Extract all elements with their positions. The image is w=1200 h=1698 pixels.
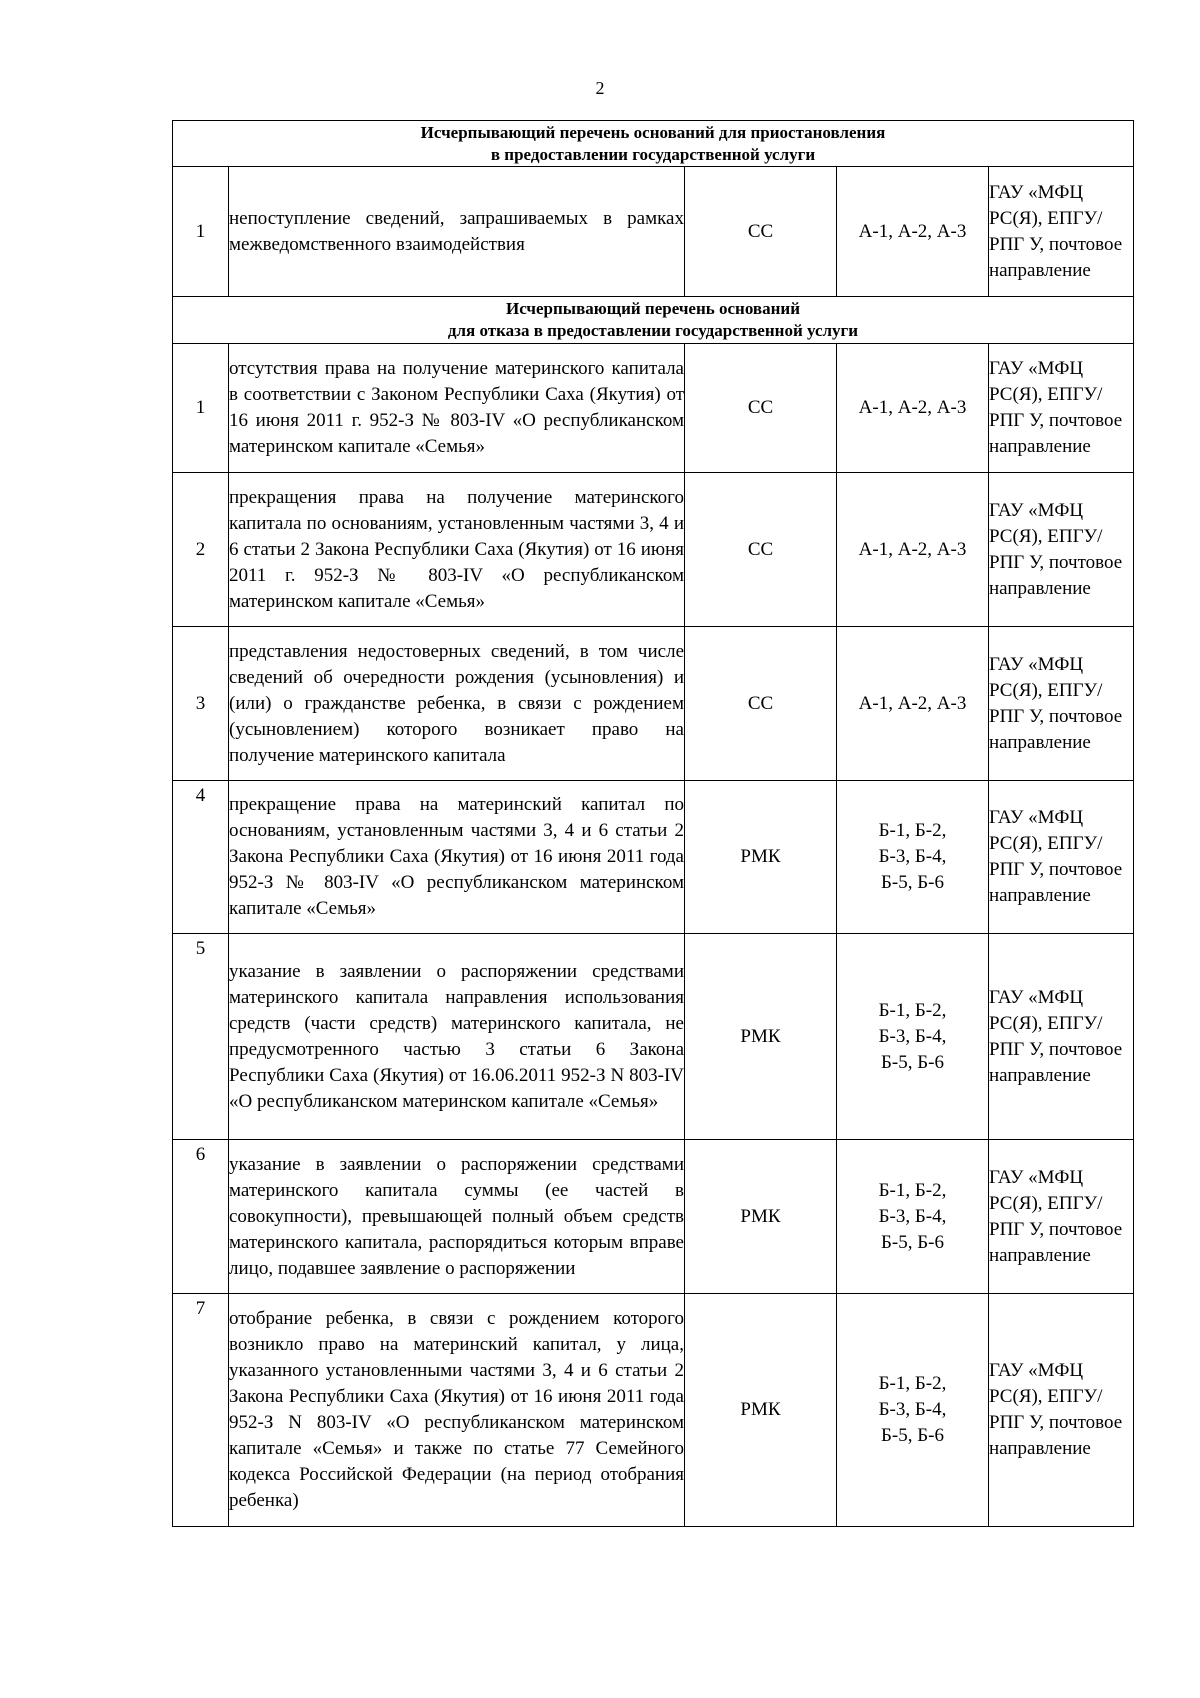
document-codes: Б-1, Б-2, Б-3, Б-4, Б-5, Б-6	[837, 1294, 989, 1527]
refusal-section-title: Исчерпывающий перечень оснований для отказа в предоставлении государственной услуги	[173, 297, 1134, 344]
page-number: 2	[595, 78, 605, 98]
ground-description: непоступление сведений, запрашиваемых в рамках межведомственного взаимодействия	[229, 167, 685, 297]
submission-channel: ГАУ «МФЦ РС(Я), ЕПГУ/РПГ У, почтовое направление	[989, 473, 1134, 627]
row-number: 1	[173, 167, 229, 297]
row-number: 2	[173, 473, 229, 627]
document-codes: Б-1, Б-2, Б-3, Б-4, Б-5, Б-6	[837, 1140, 989, 1294]
table-row	[173, 1140, 1134, 1294]
ground-description: отобрание ребенка, в связи с рождением которого возникло право на материнский капитал, у лица, указанного установленными частями 3, 4 и 6 статьи 2 Закона Республики Саха (Якутия) от 16 июня 2011 года 952-З N 803-IV «О республиканском материнском капитале «Семья» и также по статье 77 Семейного кодекса Российской Федерации (на период отобрания ребенка)	[229, 1294, 685, 1527]
table-row	[173, 781, 1134, 934]
suspension-section-title: Исчерпывающий перечень оснований для приостановления в предоставлении государственной услуги	[173, 121, 1134, 167]
submission-channel: ГАУ «МФЦ РС(Я), ЕПГУ/РПГ У, почтовое направление	[989, 1140, 1134, 1294]
table-row	[173, 1294, 1134, 1527]
result-code: РМК	[685, 934, 837, 1140]
grounds-table	[172, 120, 1134, 1527]
row-number: 1	[173, 344, 229, 473]
result-code: РМК	[685, 1294, 837, 1527]
submission-channel: ГАУ «МФЦ РС(Я), ЕПГУ/РПГ У, почтовое направление	[989, 934, 1134, 1140]
ground-description: указание в заявлении о распоряжении средствами материнского капитала направления использования средств (части средств) материнского капитала, не предусмотренного частью 3 статьи 6 Закона Республики Саха (Якутия) от 16.06.2011 952-З N 803-IV «О республиканском материнском капитале «Семья»	[229, 934, 685, 1140]
table-row	[173, 627, 1134, 781]
document-codes: А-1, А-2, А-3	[837, 344, 989, 473]
table-row	[173, 167, 1134, 297]
submission-channel: ГАУ «МФЦ РС(Я), ЕПГУ/РПГ У, почтовое направление	[989, 167, 1134, 297]
submission-channel: ГАУ «МФЦ РС(Я), ЕПГУ/РПГ У, почтовое направление	[989, 627, 1134, 781]
result-code: РМК	[685, 1140, 837, 1294]
ground-description: отсутствия права на получение материнского капитала в соответствии с Законом Республики Саха (Якутия) от 16 июня 2011 г. 952-З № 803-IV «О республиканском материнском капитале «Семья»	[229, 344, 685, 473]
result-code: СС	[685, 344, 837, 473]
result-code: РМК	[685, 781, 837, 934]
table-row	[173, 934, 1134, 1140]
table-row	[173, 344, 1134, 473]
section-header-row	[173, 297, 1134, 344]
row-number: 4	[173, 781, 229, 934]
submission-channel: ГАУ «МФЦ РС(Я), ЕПГУ/РПГ У, почтовое направление	[989, 1294, 1134, 1527]
submission-channel: ГАУ «МФЦ РС(Я), ЕПГУ/РПГ У, почтовое направление	[989, 781, 1134, 934]
result-code: СС	[685, 167, 837, 297]
row-number: 7	[173, 1294, 229, 1527]
submission-channel: ГАУ «МФЦ РС(Я), ЕПГУ/РПГ У, почтовое направление	[989, 344, 1134, 473]
ground-description: прекращение права на материнский капитал по основаниям, установленным частями 3, 4 и 6 статьи 2 Закона Республики Саха (Якутия) от 16 июня 2011 года 952-З № 803-IV «О республиканском материнском капитале «Семья»	[229, 781, 685, 934]
table-row	[173, 473, 1134, 627]
result-code: СС	[685, 473, 837, 627]
document-codes: А-1, А-2, А-3	[837, 473, 989, 627]
row-number: 6	[173, 1140, 229, 1294]
row-number: 5	[173, 934, 229, 1140]
section-header-row	[173, 121, 1134, 167]
ground-description: прекращения права на получение материнского капитала по основаниям, установленным частями 3, 4 и 6 статьи 2 Закона Республики Саха (Якутия) от 16 июня 2011 г. 952-З № 803-IV «О республиканском материнском капитале «Семья»	[229, 473, 685, 627]
document-codes: А-1, А-2, А-3	[837, 167, 989, 297]
result-code: СС	[685, 627, 837, 781]
ground-description: представления недостоверных сведений, в том числе сведений об очередности рождения (усыновления) и (или) о гражданстве ребенка, в связи с рождением (усыновлением) которого возникает право на получение материнского капитала	[229, 627, 685, 781]
row-number: 3	[173, 627, 229, 781]
ground-description: указание в заявлении о распоряжении средствами материнского капитала суммы (ее частей в совокупности), превышающей полный объем средств материнского капитала, распорядиться которым вправе лицо, подавшее заявление о распоряжении	[229, 1140, 685, 1294]
document-codes: А-1, А-2, А-3	[837, 627, 989, 781]
document-codes: Б-1, Б-2, Б-3, Б-4, Б-5, Б-6	[837, 934, 989, 1140]
document-codes: Б-1, Б-2, Б-3, Б-4, Б-5, Б-6	[837, 781, 989, 934]
